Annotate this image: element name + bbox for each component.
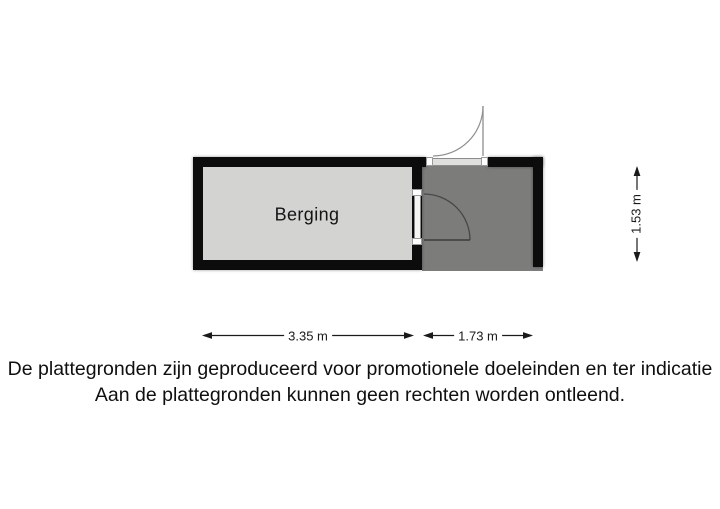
- dimension-arrow-up: [634, 166, 641, 176]
- exterior-door-threshold: [433, 158, 481, 166]
- exterior-door-arc: [433, 106, 483, 156]
- disclaimer-line-2: Aan de plattegronden kunnen geen rechten worden ontleend.: [94, 384, 626, 406]
- dimension-arrow-left: [423, 332, 433, 339]
- disclaimer-text: [0, 356, 720, 408]
- disclaimer-line-1: De plattegronden zijn geproduceerd voor promotionele doeleinden en ter indicatie: [7, 358, 713, 380]
- interior-door-threshold: [414, 196, 421, 238]
- dimension-arrow-right: [404, 332, 414, 339]
- dimension-label-height: 1.53 m: [629, 190, 644, 238]
- door-jamb-block: [412, 238, 422, 245]
- dimension-label-open-width: 1.73 m: [454, 329, 502, 344]
- door-jamb-block: [412, 189, 422, 196]
- wall-right: [533, 157, 543, 267]
- dimension-label-room-width: 3.35 m: [284, 329, 332, 344]
- dimension-arrow-left: [202, 332, 212, 339]
- open-area: [422, 163, 543, 271]
- dimension-arrow-right: [523, 332, 533, 339]
- door-jamb-block: [426, 157, 433, 166]
- door-jamb-block: [481, 157, 488, 166]
- room-label: Berging: [274, 204, 340, 225]
- dimension-arrow-down: [634, 252, 641, 262]
